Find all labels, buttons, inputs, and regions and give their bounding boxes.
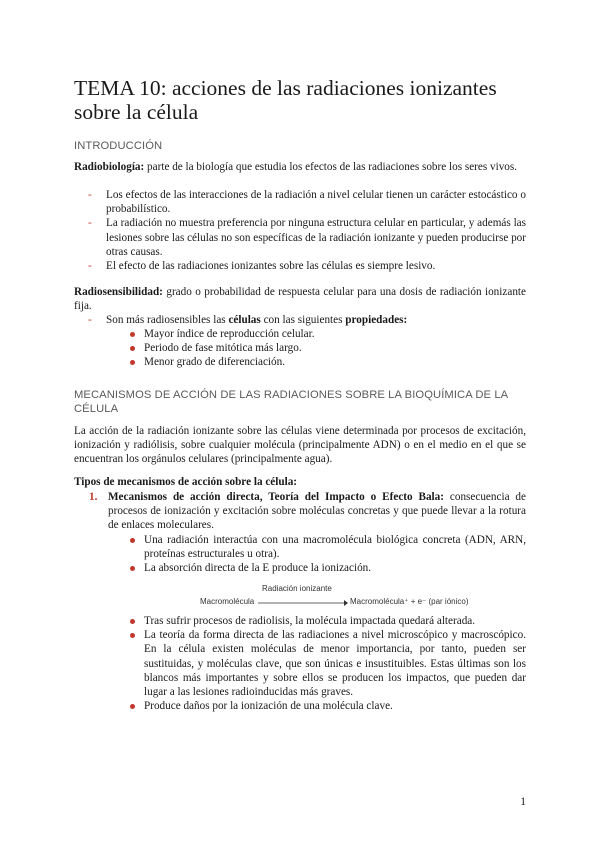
bullet-dot-icon <box>130 566 135 571</box>
bullet-dot-icon <box>130 538 135 543</box>
radiosensibilidad-text: grado o probabilidad de respuesta celular para una dosis de radiación ionizante fija. <box>74 286 526 313</box>
dash-marker: - <box>88 189 92 201</box>
direct-action-list-b <box>74 614 526 713</box>
bullet-dot-icon <box>130 619 135 624</box>
list-item: - La radiación no muestra preferencia por ninguna estructura celular en particular, y además las lesiones sobre las células no son específicas de la radiación ionizante y pueden producirse por otras causas. <box>88 217 527 258</box>
number-marker: 1. <box>89 491 98 503</box>
radiobiologia-list <box>74 188 526 273</box>
types-heading: Tipos de mecanismos de acción sobre la célula: <box>74 476 298 488</box>
equation-label: Radiación ionizante <box>262 584 332 593</box>
ionization-equation <box>200 584 500 610</box>
radiobiologia-text: parte de la biología que estudia los efectos de las radiaciones sobre los seres vivos. <box>144 161 518 173</box>
direct-action-list-a <box>74 533 526 576</box>
dash-marker: - <box>88 217 92 230</box>
page-title: TEMA 10: acciones de las radiaciones ionizantes sobre la célula <box>74 76 497 124</box>
mechanisms-numbered-list <box>74 490 526 533</box>
list-item: - El efecto de las radiaciones ionizantes sobre las células es siempre lesivo. <box>88 260 436 273</box>
arrow-right-icon <box>258 598 348 608</box>
list-item: 1. Mecanismos de acción directa, Teoría del Impacto o Efecto Bala: consecuencia de procesos de ionización y excitación sobre moléculas concretas y que puede llevar a la rotura de enlaces moleculares. <box>89 491 526 532</box>
properties-list <box>74 327 526 370</box>
dash-marker: - <box>88 314 92 326</box>
list-item: - Son más radiosensibles las células con las siguientes propiedades: <box>88 314 408 326</box>
list-item: Una radiación interactúa con una macromolécula biológica concreta (ADN, ARN, proteínas estructurales u otra). <box>74 533 526 561</box>
equation-left: Macromolécula <box>200 597 255 606</box>
list-item: - Los efectos de las interacciones de la radiación a nivel celular tienen un carácter estocástico o probabilístico. <box>88 189 526 216</box>
page-number: 1 <box>520 796 526 808</box>
radiobiologia-definition <box>74 160 526 174</box>
list-item: Tras sufrir procesos de radiolisis, la molécula impactada quedará alterada. <box>74 614 526 628</box>
intro-heading: INTRODUCCIÓN <box>74 140 163 152</box>
list-item: Periodo de fase mitótica más largo. <box>74 341 526 355</box>
bullet-dot-icon <box>130 633 135 638</box>
bullet-dot-icon <box>130 704 135 709</box>
list-item: Menor grado de diferenciación. <box>74 355 526 369</box>
bullet-dot-icon <box>130 346 135 351</box>
list-item: La teoría da forma directa de las radiaciones a nivel microscópico y macroscópico. En la célula existen moléculas de menor importancia, por tanto, pueden ser sustituidas, y moléculas clave, que son únicas e insustituibles. Estas últimas son los blancos más importantes y sobre ellos se producen los impactos, que pueden dar lugar a las lesiones radioinducidas más graves. <box>74 628 526 699</box>
list-item: Produce daños por la ionización de una molécula clave. <box>74 699 526 713</box>
radiosensibilidad-term: Radiosensibilidad: <box>74 286 163 298</box>
equation-right: Macromolécula⁺ + e⁻ (par iónico) <box>350 597 469 606</box>
bullet-dot-icon <box>130 360 135 365</box>
list-item: La absorción directa de la E produce la ionización. <box>74 561 526 575</box>
mechanisms-heading: MECANISMOS DE ACCIÓN DE LAS RADIACIONES SOBRE LA BIOQUÍMICA DE LA CÉLULA <box>74 389 508 415</box>
bullet-dot-icon <box>130 332 135 337</box>
radiosensibilidad-list <box>74 313 526 327</box>
radiobiologia-term: Radiobiología: <box>74 161 145 173</box>
list-item: Mayor índice de reproducción celular. <box>74 327 526 341</box>
dash-marker: - <box>88 260 92 273</box>
mechanisms-intro: La acción de la radiación ionizante sobre las células viene determinada por procesos de excitación, ionización y radiólisis, sobre cualquier molécula (principalmente ADN) o en el medio en el que se encuentran los orgánulos celulares (principalmente agua). <box>74 425 526 466</box>
radiosensibilidad-definition <box>74 285 526 313</box>
